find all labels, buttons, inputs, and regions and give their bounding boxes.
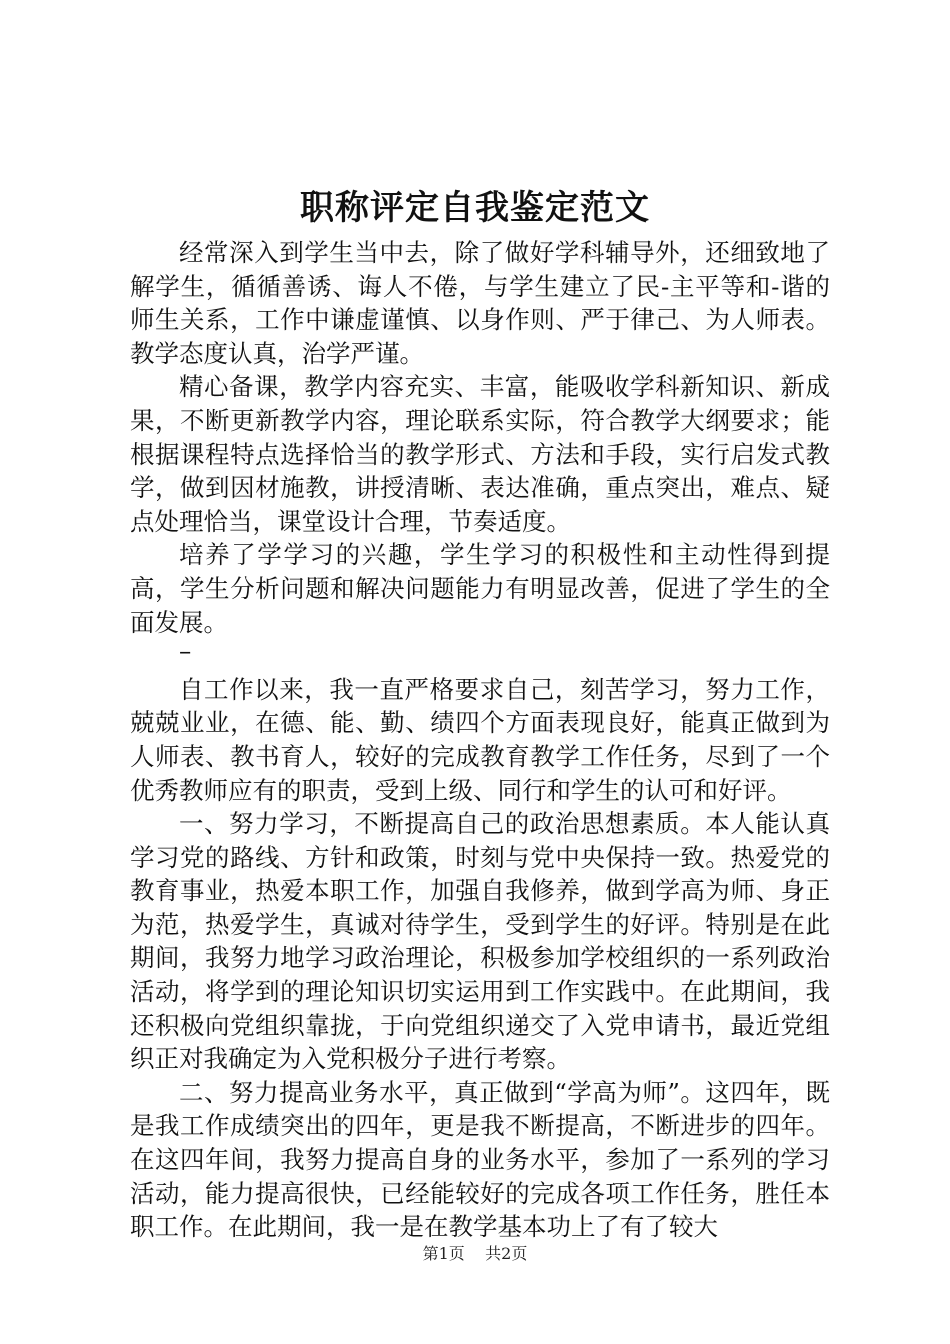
paragraph: 精心备课，教学内容充实、丰富，能吸收学科新知识、新成果，不断更新教学内容，理论联系实际，符合教学大纲要求；能根据课程特点选择恰当的教学形式、方法和手段，实行启发式教学，做到因材施教，讲授清晰、表达准确，重点突出，难点、疑点处理恰当，课堂设计合理，节奏适度。 <box>130 372 830 536</box>
paragraph: 二、努力提高业务水平，真正做到“学高为师”。这四年，既是我工作成绩突出的四年，更是我不断提高，不断进步的四年。在这四年间，我努力提高自身的业务水平，参加了一系列的学习活动，能力提高很快，已经能较好的完成各项工作任务，胜任本职工作。在此期间，我一是在教学基本功上了有了较大 <box>130 1077 830 1242</box>
document-body <box>130 236 830 1244</box>
page-footer <box>0 1244 950 1264</box>
paragraph: 一、努力学习，不断提高自己的政治思想素质。本人能认真学习党的路线、方针和政策，时刻与党中央保持一致。热爱党的教育事业，热爱本职工作，加强自我修养，做到学高为师、身正为范，热爱学生，真诚对待学生，受到学生的好评。特别是在此期间，我努力地学习政治理论，积极参加学校组织的一系列政治活动，将学到的理论知识切实运用到工作实践中。在此期间，我还积极向党组织靠拢，于向党组织递交了入党申请书，最近党组织正对我确定为入党积极分子进行考察。 <box>130 809 830 1074</box>
page-number: 第1页 <box>422 1244 465 1263</box>
paragraph: 培养了学学习的兴趣，学生学习的积极性和主动性得到提高，学生分析问题和解决问题能力有明显改善，促进了学生的全面发展。 <box>130 540 830 637</box>
paragraph: 经常深入到学生当中去，除了做好学科辅导外，还细致地了解学生，循循善诱、诲人不倦，与学生建立了民-主平等和-谐的师生关系，工作中谦虚谨慎、以身作则、严于律己、为人师表。教学态度认真，治学严谨。 <box>130 238 830 368</box>
paragraph: 自工作以来，我一直严格要求自己，刻苦学习，努力工作，兢兢业业，在德、能、勤、绩四个方面表现良好，能真正做到为人师表、教书育人，较好的完成教育教学工作任务，尽到了一个优秀教师应有的职责，受到上级、同行和学生的认可和好评。 <box>130 674 830 805</box>
page-title: 职称评定自我鉴定范文 <box>300 188 650 228</box>
separator-mark: – <box>179 636 192 666</box>
page-total: 共2页 <box>485 1244 528 1263</box>
